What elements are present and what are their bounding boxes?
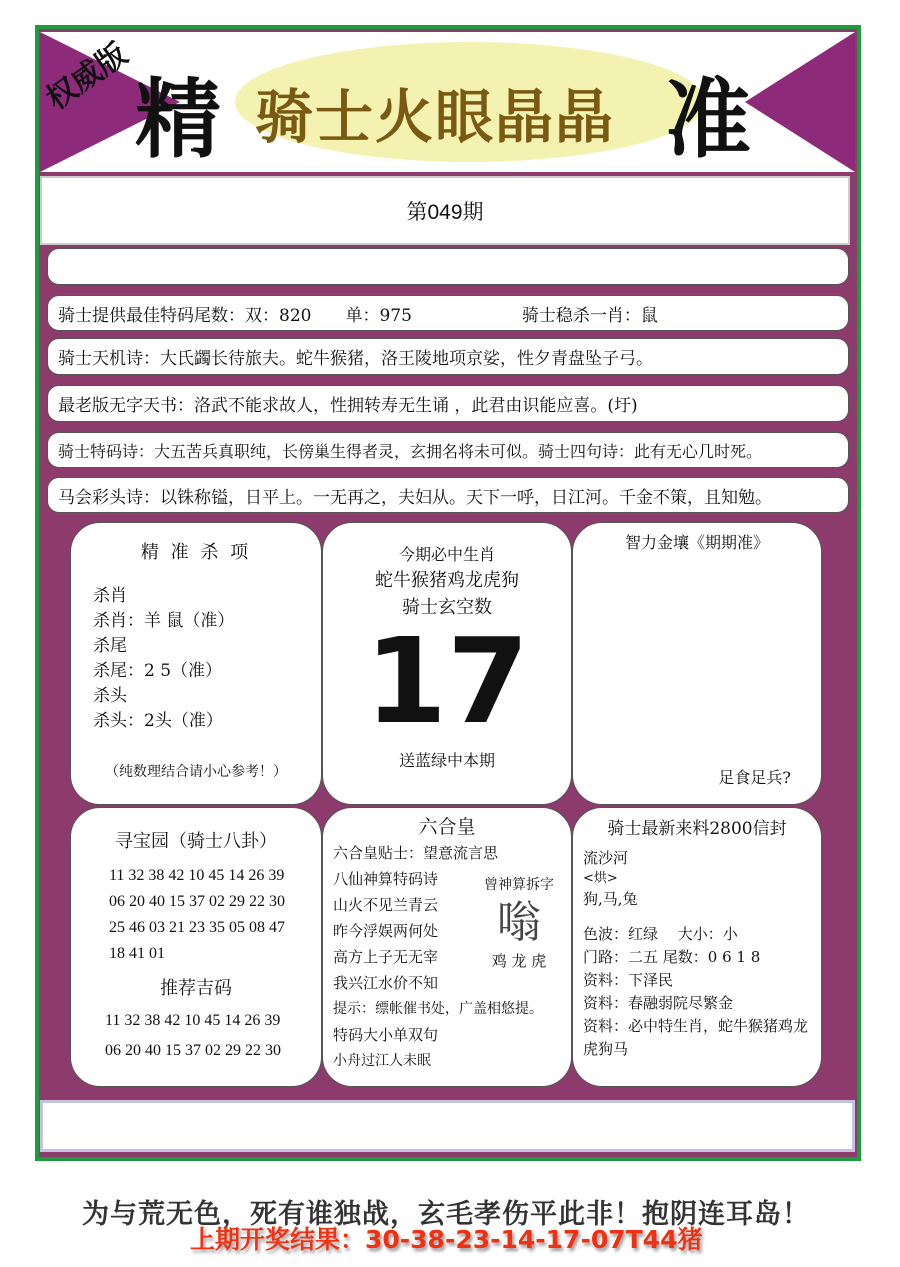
number-line: 06 20 40 15 37 02 29 22 30 — [105, 1042, 281, 1059]
panel-title: 智力金壤《期期准》 — [624, 533, 769, 552]
left-char: 精 — [135, 70, 221, 170]
kill-line: 杀尾：2 5（准） — [93, 661, 223, 681]
liuhe-panel — [322, 807, 572, 1087]
right-char: 准 — [665, 70, 751, 170]
split-char-box — [471, 876, 567, 972]
kill-line: 杀肖：羊 鼠（准） — [93, 611, 235, 631]
mystery-number: 17 — [364, 612, 530, 750]
mystery-label: 骑士玄空数 — [402, 597, 492, 618]
edition-tag: 权威版 — [40, 36, 134, 118]
last-result: 上期开奖结果：30-38-23-14-17-07T44猪 — [190, 1225, 703, 1254]
empty-row — [47, 248, 849, 285]
split-title: 曾神算拆字 — [484, 877, 554, 893]
number-line: 11 32 38 42 10 45 14 26 39 — [105, 1012, 281, 1029]
panel-subtitle: 推荐吉码 — [160, 978, 232, 999]
latest-panel — [572, 807, 822, 1087]
row-text: 骑士天机诗：大氏蠲长待旅夫。蛇牛猴猪，洛王陵地项京娑，性夕青盘坠子弓。 — [58, 349, 653, 369]
latest-line: 资料：春融弱院尽繁金 — [583, 994, 734, 1012]
number-line: 25 46 03 21 23 35 05 08 47 — [109, 919, 285, 936]
kill-line: 杀头：2头（准） — [93, 711, 223, 731]
poem-line: 昨今浮娱两何处 — [333, 922, 439, 940]
kill-note: （纯数理结合请小心参考！） — [105, 764, 287, 780]
liuhe-tip: 六合皇贴士：望意流言思 — [333, 844, 499, 862]
latest-color: 色波：红绿 大小：小 — [583, 925, 738, 943]
row-tail-numbers — [47, 295, 849, 331]
zodiac-list: 蛇牛猴猪鸡龙虎狗 — [375, 570, 519, 591]
zhili-footer: 足食足兵? — [718, 768, 791, 787]
split-char: 嗡 — [497, 897, 541, 949]
latest-line: 门路：二五 尾数：0 6 1 8 — [583, 948, 761, 966]
right-triangle — [745, 32, 855, 172]
latest-line: 资料：下泽民 — [583, 971, 674, 989]
xunbao-panel — [70, 807, 322, 1087]
number-line: 18 41 01 — [109, 945, 165, 962]
panel-title: 六合皇 — [418, 816, 476, 838]
kill-panel — [70, 522, 322, 805]
panel-title: 骑士最新来料2800信封 — [607, 819, 787, 839]
row-text: 骑士特码诗：大五苦兵真职纯，长傍巢生得者灵，玄拥名将未可似。骑士四句诗：此有无心几时死。 — [58, 441, 763, 461]
row-text: 最老版无字天书：洛武不能求故人，性拥转寿无生诵 ，此君由识能应喜。(圩) — [58, 396, 638, 416]
kill-line: 杀尾 — [93, 636, 127, 656]
poem-line: 山火不见兰青云 — [333, 896, 439, 914]
row-code-poem — [47, 432, 849, 468]
liuhe-line: 特码大小单双句 — [333, 1026, 439, 1044]
liuhe-line: 小舟过江人未眠 — [333, 1053, 431, 1069]
bottom-box — [40, 1100, 855, 1152]
poem-title: 八仙神算特码诗 — [333, 870, 439, 888]
zodiac-heading: 今期必中生肖 — [398, 545, 495, 564]
latest-line: 资料：必中特生肖，蛇牛猴猪鸡龙虎狗马 — [583, 1017, 809, 1058]
panel-title: 精 准 杀 项 — [140, 542, 252, 563]
latest-line: 流沙河 — [583, 849, 629, 867]
row-book — [47, 385, 849, 422]
header — [40, 32, 855, 172]
row-horse-poem — [47, 477, 849, 513]
row-text: 马会彩头诗：以铢称镒，日平上。一无再之，夫妇从。天下一呼，日江河。千金不策，且知勉。 — [58, 487, 772, 508]
panel-title: 寻宝园（骑士八卦） — [115, 831, 277, 852]
liuhe-hint: 提示：缥帐催书处，广盖相悠提。 — [333, 1001, 543, 1017]
issue-number: 第049期 — [40, 176, 850, 245]
slogan: 为与荒无色，死有谁独战，玄毛孝伤平此非！抱阴连耳岛！ — [82, 1199, 810, 1230]
row-kill: 骑士稳杀一肖：鼠 — [521, 305, 658, 326]
kill-line: 杀肖 — [93, 586, 127, 606]
poem-line: 高方上子无无宰 — [333, 948, 439, 966]
split-animals: 鸡 龙 虎 — [491, 952, 547, 971]
title: 骑士火眼晶晶 — [255, 83, 616, 151]
latest-line: 狗,马,兔 — [583, 890, 638, 908]
zodiac-panel — [322, 522, 572, 805]
kill-line: 杀头 — [93, 686, 127, 706]
poem-line: 我兴江水价不知 — [333, 974, 439, 992]
zhili-panel — [572, 522, 822, 805]
number-line: 11 32 38 42 10 45 14 26 39 — [109, 867, 285, 884]
zodiac-footer: 送蓝绿中本期 — [398, 751, 495, 770]
number-line: 06 20 40 15 37 02 29 22 30 — [109, 893, 285, 910]
latest-line: <烘> — [583, 871, 618, 886]
row-text: 骑士提供最佳特码尾数：双：820 单：975 — [58, 305, 412, 326]
row-poem — [47, 338, 849, 375]
